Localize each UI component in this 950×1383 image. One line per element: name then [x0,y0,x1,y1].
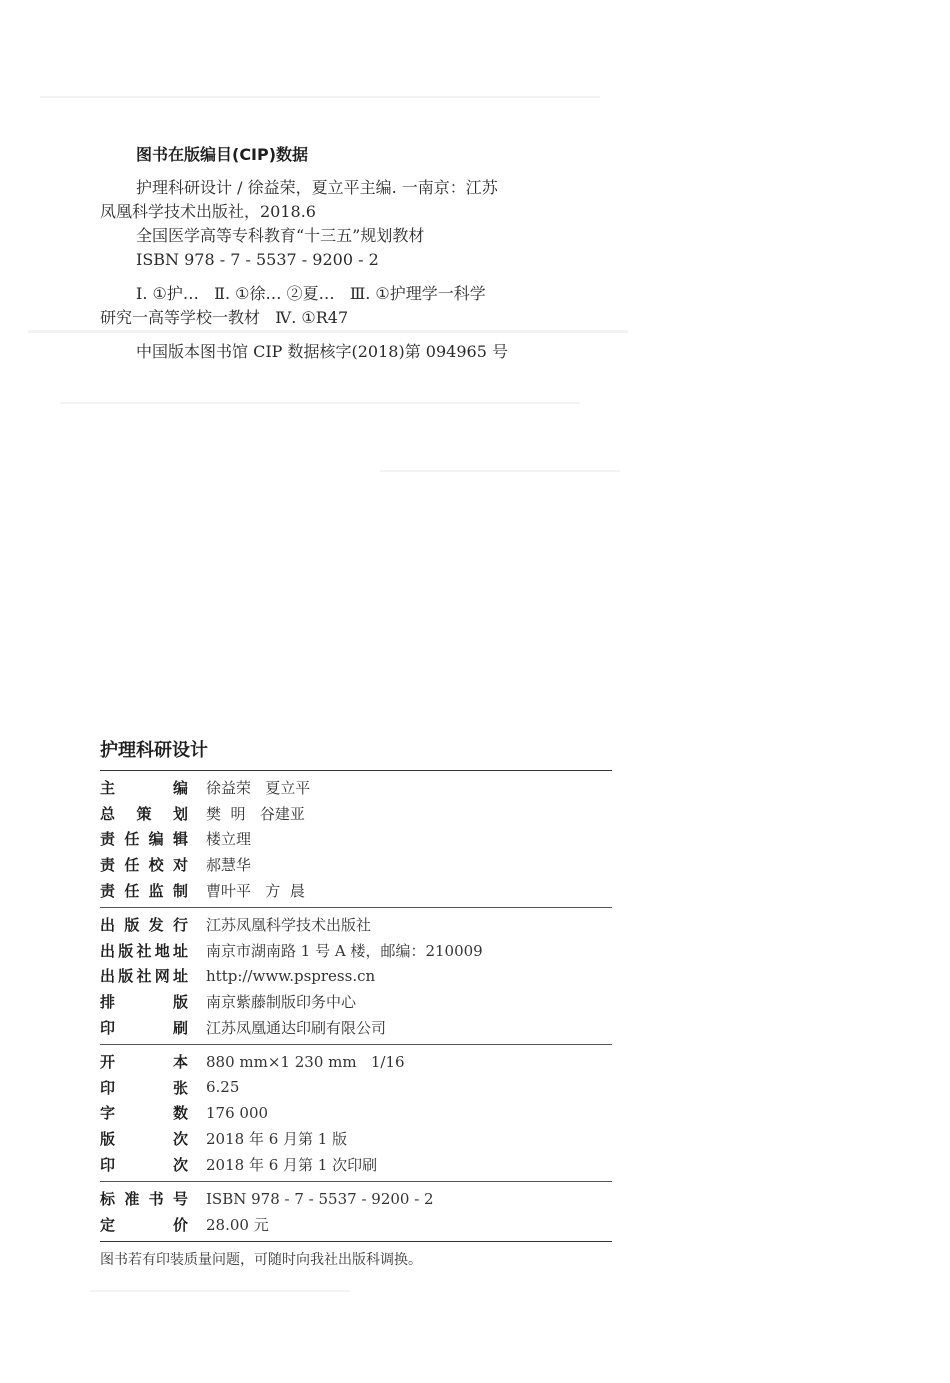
detail-row [100,877,612,903]
detail-label: 开本 [100,1053,188,1072]
detail-row [100,801,612,827]
cip-isbn: ISBN 978 - 7 - 5537 - 9200 - 2 [136,250,379,269]
detail-row [100,912,612,938]
cip-number: 中国版本图书馆 CIP 数据核字(2018)第 094965 号 [136,342,508,361]
detail-value: 江苏凤凰科学技术出版社 [206,916,372,935]
format-group [100,1045,612,1181]
divider [100,1241,612,1242]
detail-value: 江苏凤凰通达印刷有限公司 [206,1018,387,1037]
scan-noise [380,470,620,472]
detail-label: 责任校对 [100,856,188,875]
detail-label: 责任监制 [100,881,188,900]
detail-row [100,963,612,989]
detail-row [100,826,612,852]
cip-record-line2: 凤凰科学技术出版社，2018.6 [100,202,316,221]
detail-value: 郝慧华 [206,856,252,875]
detail-label: 排版 [100,993,188,1012]
detail-value: 28.00 元 [206,1215,269,1234]
detail-value: 南京市湖南路 1 号 A 楼，邮编：210009 [206,941,483,960]
detail-row [100,1014,612,1040]
detail-value: 2018 年 6 月第 1 版 [206,1130,348,1149]
detail-row [100,1126,612,1152]
detail-row [100,1212,612,1238]
detail-row [100,989,612,1015]
scan-noise [60,402,580,404]
detail-row [100,1049,612,1075]
detail-value: ISBN 978 - 7 - 5537 - 9200 - 2 [206,1189,434,1208]
detail-row [100,852,612,878]
cip-classification-line1: Ⅰ. ①护… Ⅱ. ①徐… ②夏… Ⅲ. ①护理学一科学 [136,284,486,303]
detail-row [100,1186,612,1212]
detail-label: 标准书号 [100,1190,188,1209]
detail-value: 南京紫藤制版印务中心 [206,993,357,1012]
detail-value: 176 000 [206,1103,269,1122]
cip-block [100,142,620,364]
detail-value: 2018 年 6 月第 1 次印刷 [206,1155,378,1174]
detail-value: 880 mm×1 230 mm 1/16 [206,1052,405,1071]
detail-value: http://www.pspress.cn [206,966,376,985]
detail-row [100,1075,612,1101]
cip-classification-line2: 研究一高等学校一教材 Ⅳ. ①R47 [100,308,349,327]
detail-value: 徐益荣 夏立平 [206,779,311,798]
isbn-group [100,1182,612,1241]
detail-label: 印次 [100,1155,188,1174]
detail-value: 曹叶平 方 晨 [206,881,305,900]
cip-heading: 图书在版编目(CIP)数据 [136,145,309,164]
detail-label: 主编 [100,779,188,798]
detail-row [100,938,612,964]
detail-row [100,775,612,801]
detail-label: 责任编辑 [100,830,188,849]
detail-label: 定价 [100,1215,188,1234]
detail-label: 出版社地址 [100,941,188,960]
detail-label: 印张 [100,1078,188,1097]
detail-value: 6.25 [206,1078,240,1097]
colophon [100,738,612,1269]
detail-label: 字数 [100,1104,188,1123]
publisher-group [100,908,612,1044]
quality-note: 图书若有印装质量问题，可随时向我社出版科调换。 [100,1252,422,1269]
book-title: 护理科研设计 [100,740,208,761]
cip-series: 全国医学高等专科教育“十三五”规划教材 [136,226,425,245]
detail-label: 出版社网址 [100,967,188,986]
credits-group [100,771,612,907]
detail-value: 楼立理 [206,830,252,849]
detail-label: 出版发行 [100,916,188,935]
detail-label: 版次 [100,1130,188,1149]
detail-value: 樊 明 谷建亚 [206,804,305,823]
scan-noise [90,1290,350,1292]
detail-row [100,1151,612,1177]
scan-noise [40,96,600,98]
detail-label: 印刷 [100,1018,188,1037]
cip-record-line1: 护理科研设计 / 徐益荣，夏立平主编. 一南京：江苏 [136,178,498,197]
detail-label: 总策划 [100,804,188,823]
detail-row [100,1100,612,1126]
